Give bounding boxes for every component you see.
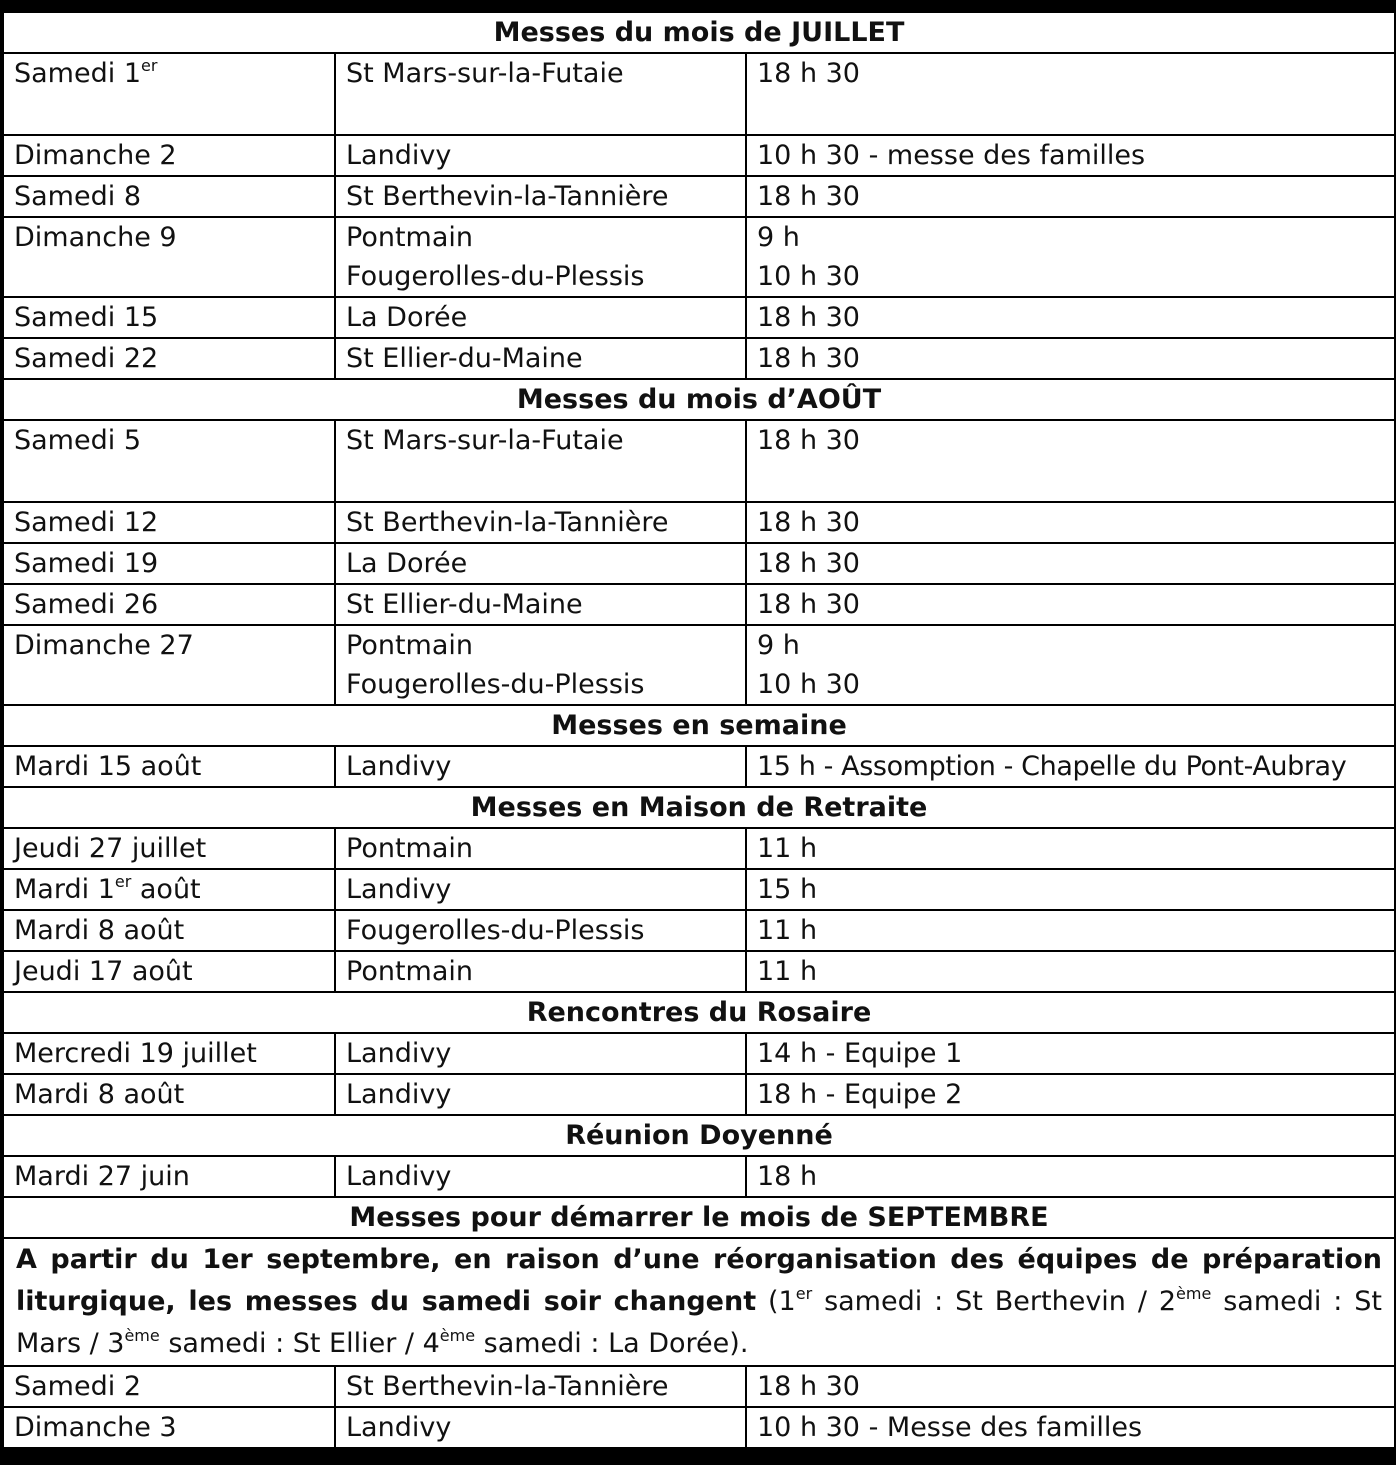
time-cell: 15 h (746, 869, 1395, 910)
september-change-note: A partir du 1er septembre, en raison d’une réorganisation des équipes de préparation liturgique, les messes du samedi soir changent (1er samedi : St Berthevin / 2ème samedi : St Mars / 3ème samedi : St Ellier / 4ème samedi : La Dorée). (3, 1238, 1395, 1366)
day-cell: Samedi 15 (3, 297, 335, 338)
place-cell: St Mars-sur-la-Futaie (335, 53, 746, 135)
place-cell: Pontmain (335, 828, 746, 869)
place-cell: La Dorée (335, 297, 746, 338)
place-cell: Pontmain (335, 951, 746, 992)
mass-schedule-table (2, 11, 1396, 1449)
time-cell: 18 h 30 (746, 502, 1395, 543)
day-cell: Samedi 12 (3, 502, 335, 543)
day-cell: Samedi 8 (3, 176, 335, 217)
table-row (3, 217, 1395, 297)
table-row (3, 1033, 1395, 1074)
day-cell: Samedi 26 (3, 584, 335, 625)
place-cell: Fougerolles-du-Plessis (335, 910, 746, 951)
place-cell: St Ellier-du-Maine (335, 338, 746, 379)
table-row (3, 297, 1395, 338)
time-cell: 18 h - Equipe 2 (746, 1074, 1395, 1115)
table-row (3, 625, 1395, 705)
table-row (3, 828, 1395, 869)
day-cell: Mardi 1er août (3, 869, 335, 910)
day-cell: Samedi 2 (3, 1366, 335, 1407)
table-row (3, 910, 1395, 951)
section-header-row (3, 787, 1395, 828)
place-cell: St Mars-sur-la-Futaie (335, 420, 746, 502)
section-title-aout: Messes du mois d’AOÛT (3, 379, 1395, 420)
time-cell: 10 h 30 - Messe des familles (746, 1407, 1395, 1448)
time-cell: 18 h 30 (746, 338, 1395, 379)
section-header-row (3, 992, 1395, 1033)
time-cell: 18 h 30 (746, 176, 1395, 217)
time-cell: 18 h 30 (746, 1366, 1395, 1407)
section-header-row (3, 379, 1395, 420)
table-row (3, 584, 1395, 625)
time-cell: 18 h 30 (746, 543, 1395, 584)
place-cell: St Berthevin-la-Tannière (335, 176, 746, 217)
section-title-septembre: Messes pour démarrer le mois de SEPTEMBRE (3, 1197, 1395, 1238)
day-cell: Mardi 15 août (3, 746, 335, 787)
place-cell: St Ellier-du-Maine (335, 584, 746, 625)
note-bold-text: A partir du 1er septembre, en raison d’une réorganisation des équipes de préparation liturgique, les messes du samedi soir changent (16, 1244, 1382, 1317)
time-cell: 18 h 30 (746, 53, 1395, 135)
day-cell: Dimanche 9 (3, 217, 335, 297)
day-cell: Samedi 1er (3, 53, 335, 135)
table-row (3, 543, 1395, 584)
day-cell: Dimanche 3 (3, 1407, 335, 1448)
table-row (3, 502, 1395, 543)
day-cell: Dimanche 2 (3, 135, 335, 176)
place-cell: Landivy (335, 1074, 746, 1115)
time-cell: 11 h (746, 951, 1395, 992)
place-cell: Pontmain Fougerolles-du-Plessis (335, 217, 746, 297)
place-cell: Landivy (335, 869, 746, 910)
day-cell: Samedi 22 (3, 338, 335, 379)
place-cell: Landivy (335, 746, 746, 787)
day-cell: Dimanche 27 (3, 625, 335, 705)
place-cell: Landivy (335, 1407, 746, 1448)
time-cell: 10 h 30 - messe des familles (746, 135, 1395, 176)
section-title-rosaire: Rencontres du Rosaire (3, 992, 1395, 1033)
time-cell: 9 h 10 h 30 (746, 217, 1395, 297)
table-row (3, 53, 1395, 135)
table-row (3, 338, 1395, 379)
note-row (3, 1238, 1395, 1366)
section-title-retraite: Messes en Maison de Retraite (3, 787, 1395, 828)
day-cell: Jeudi 17 août (3, 951, 335, 992)
place-cell: Landivy (335, 1033, 746, 1074)
day-cell: Jeudi 27 juillet (3, 828, 335, 869)
table-row (3, 1366, 1395, 1407)
day-cell: Samedi 19 (3, 543, 335, 584)
day-cell: Mardi 27 juin (3, 1156, 335, 1197)
day-cell: Mercredi 19 juillet (3, 1033, 335, 1074)
time-cell: 18 h 30 (746, 297, 1395, 338)
table-row (3, 1074, 1395, 1115)
time-cell: 18 h (746, 1156, 1395, 1197)
table-row (3, 135, 1395, 176)
place-cell: St Berthevin-la-Tannière (335, 502, 746, 543)
place-cell: St Berthevin-la-Tannière (335, 1366, 746, 1407)
section-header-row (3, 1115, 1395, 1156)
table-row (3, 176, 1395, 217)
section-title-doyenne: Réunion Doyenné (3, 1115, 1395, 1156)
section-header-row (3, 1197, 1395, 1238)
table-row (3, 746, 1395, 787)
table-row (3, 1407, 1395, 1448)
section-title-semaine: Messes en semaine (3, 705, 1395, 746)
table-row (3, 869, 1395, 910)
time-cell: 9 h 10 h 30 (746, 625, 1395, 705)
time-cell: 11 h (746, 828, 1395, 869)
table-row (3, 1156, 1395, 1197)
place-cell: La Dorée (335, 543, 746, 584)
section-header-row (3, 705, 1395, 746)
place-cell: Pontmain Fougerolles-du-Plessis (335, 625, 746, 705)
day-cell: Samedi 5 (3, 420, 335, 502)
place-cell: Landivy (335, 1156, 746, 1197)
time-cell: 18 h 30 (746, 584, 1395, 625)
table-row (3, 951, 1395, 992)
section-title-juillet: Messes du mois de JUILLET (3, 12, 1395, 53)
time-cell: 18 h 30 (746, 420, 1395, 502)
table-row (3, 420, 1395, 502)
section-header-row (3, 12, 1395, 53)
time-cell: 15 h - Assomption - Chapelle du Pont-Aubray (746, 746, 1395, 787)
time-cell: 11 h (746, 910, 1395, 951)
place-cell: Landivy (335, 135, 746, 176)
day-cell: Mardi 8 août (3, 910, 335, 951)
time-cell: 14 h - Equipe 1 (746, 1033, 1395, 1074)
day-cell: Mardi 8 août (3, 1074, 335, 1115)
